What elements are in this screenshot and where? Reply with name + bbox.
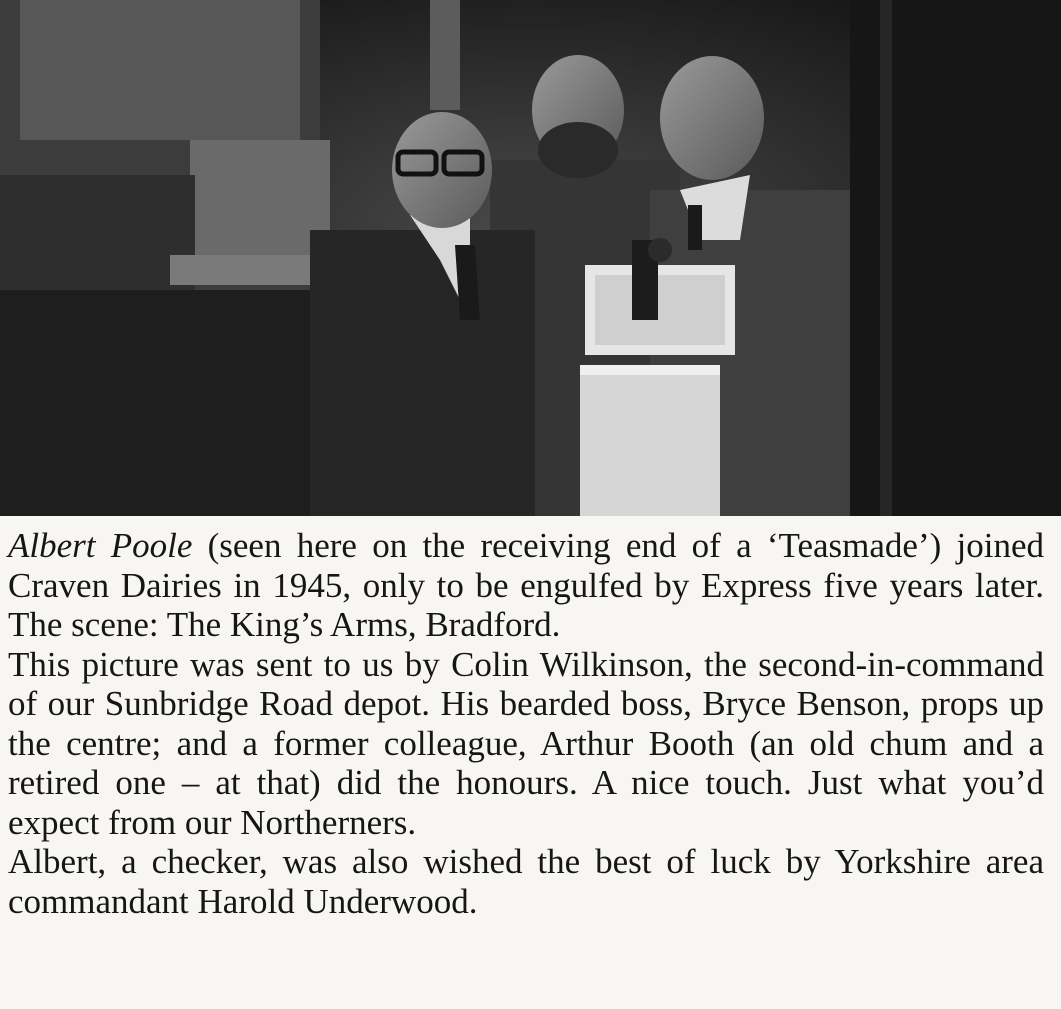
caption-paragraph-2: This picture was sent to us by Colin Wilkinson, the second-in-command of our Sunbridge Road depot. His bearded boss, Bryce Benson, props up the centre; and a former colleague, Arthur Booth (an old chum and a retired one – at that) did the honours. A nice touch. Just what you’d expect from our Northerners.: [8, 644, 1044, 842]
caption-paragraph-1: [8, 526, 1044, 645]
caption-name: Albert Poole: [8, 526, 193, 565]
caption: [8, 526, 1044, 921]
caption-paragraph-3: Albert, a checker, was also wished the best of luck by Yorkshire area commandant Harold Underwood.: [8, 842, 1044, 921]
caption-paragraph-1-text: (seen here on the receiving end of a ‘Teasmade’) joined Craven Dairies in 1945, only to be engulfed by Express five years later. The scene: The King’s Arms, Bradford.: [8, 526, 1044, 644]
